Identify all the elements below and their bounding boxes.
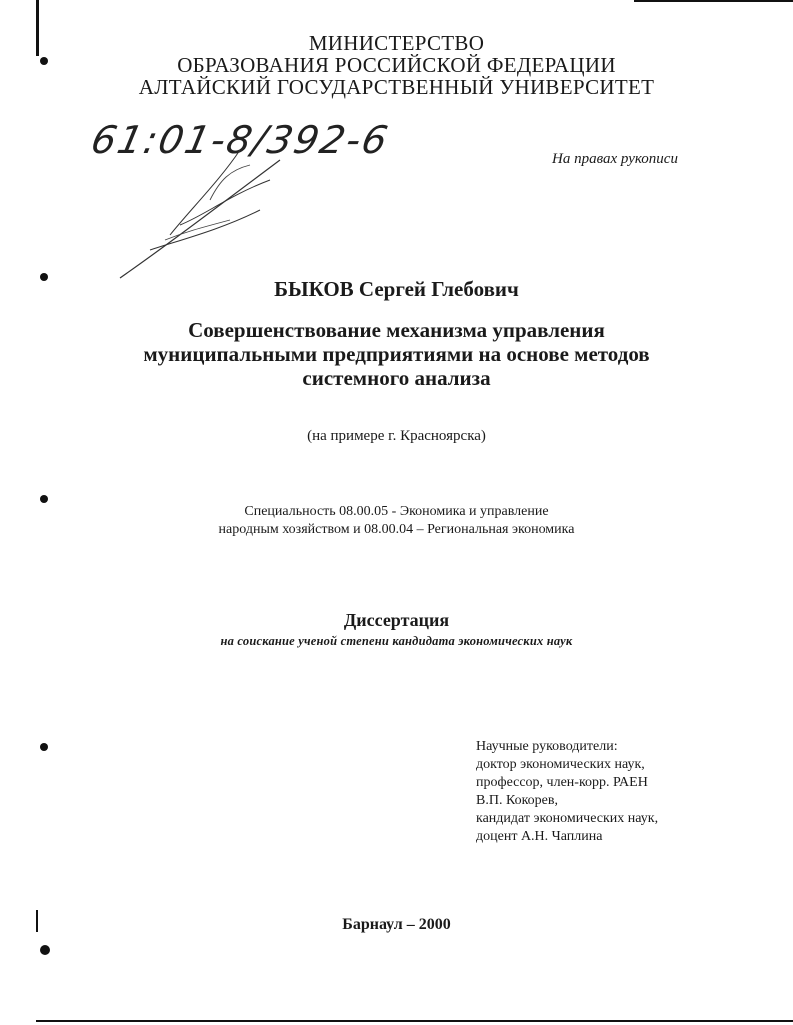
- ministry-header: [0, 32, 793, 98]
- title-line-3: системного анализа: [302, 366, 491, 390]
- binding-hole-5: [40, 945, 50, 955]
- supervisors-line-2: доктор экономических наук,: [476, 757, 645, 772]
- supervisors-line-3: профессор, член-корр. РАЕН: [476, 775, 648, 790]
- rights-note: На правах рукописи: [552, 151, 678, 167]
- title-line-2: муниципальными предприятиями на основе методов: [143, 342, 650, 366]
- scan-top-right-line: [634, 0, 793, 2]
- supervisors-line-5: кандидат экономических наук,: [476, 811, 659, 826]
- ministry-line-2: ОБРАЗОВАНИЯ РОССИЙСКОЙ ФЕДЕРАЦИИ: [177, 53, 616, 77]
- supervisors-line-1: Научные руководители:: [476, 739, 618, 754]
- supervisors-line-6: доцент А.Н. Чаплина: [476, 829, 603, 844]
- supervisors-line-4: В.П. Кокорев,: [476, 793, 559, 808]
- handwritten-signature: [110, 140, 310, 290]
- binding-hole-3: [40, 495, 48, 503]
- supervisors-block: [476, 738, 658, 846]
- title-line-1: Совершенствование механизма управления: [188, 318, 605, 342]
- city-year: Барнаул – 2000: [342, 916, 451, 933]
- ministry-line-3: АЛТАЙСКИЙ ГОСУДАРСТВЕННЫЙ УНИВЕРСИТЕТ: [138, 75, 655, 99]
- author-name: БЫКОВ Сергей Глебович: [274, 277, 519, 301]
- dissertation-title: [0, 318, 793, 390]
- dissertation-heading: Диссертация: [343, 610, 450, 630]
- binding-hole-4: [40, 743, 48, 751]
- handwritten-archive-number: 61:01-8/392-6: [87, 118, 394, 162]
- specialty-line-2: народным хозяйством и 08.00.04 – Региональная экономика: [218, 522, 575, 537]
- scan-bottom-line: [36, 1020, 793, 1022]
- example-note: (на примере г. Красноярска): [307, 428, 486, 444]
- degree-line: на соискание ученой степени кандидата экономических наук: [220, 634, 573, 648]
- specialty-line-1: Специальность 08.00.05 - Экономика и управление: [244, 504, 549, 519]
- specialty-block: [0, 503, 793, 539]
- ministry-line-1: МИНИСТЕРСТВО: [308, 31, 485, 55]
